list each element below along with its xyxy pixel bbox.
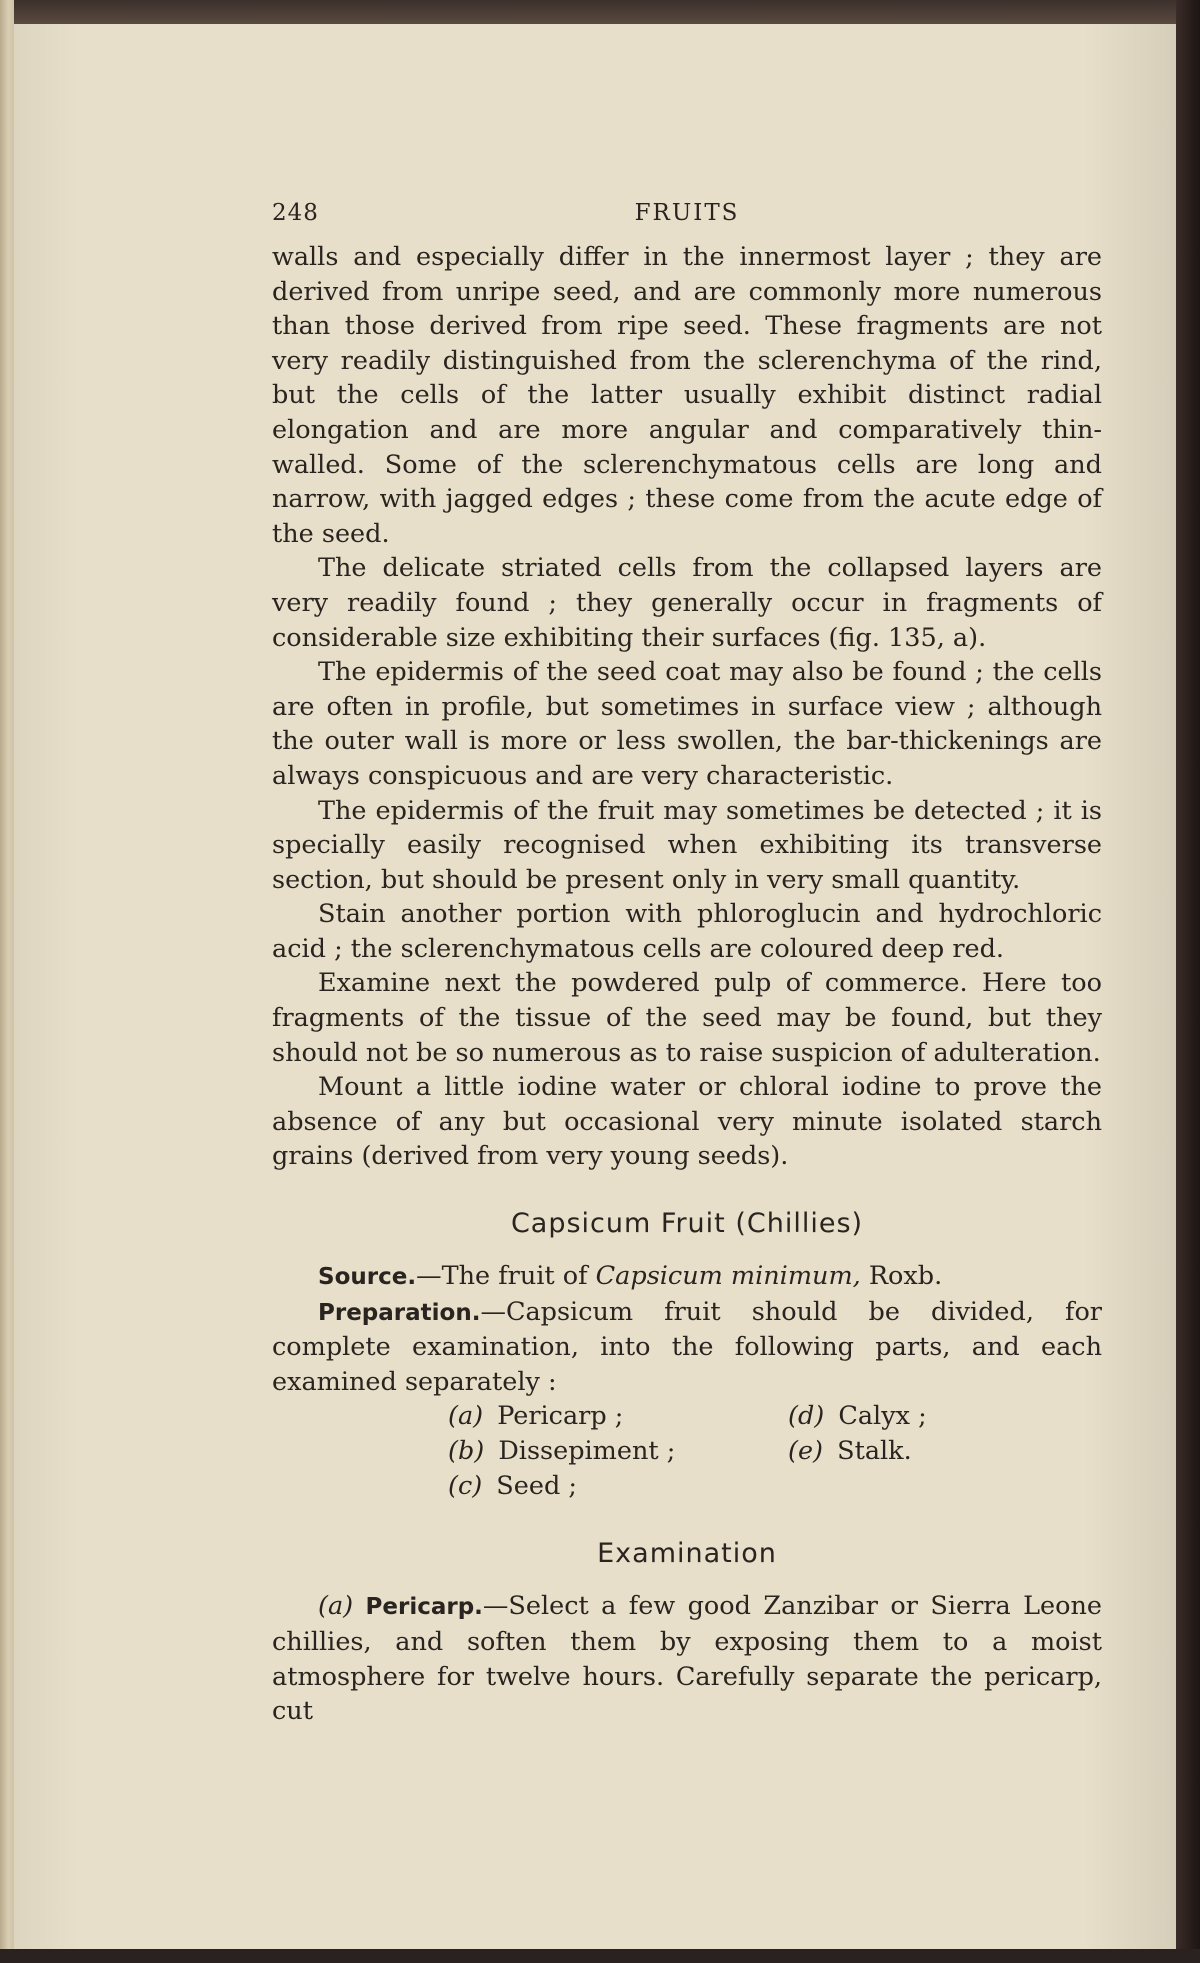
examination-letter: (a) — [318, 1591, 354, 1622]
paragraph: Stain another portion with phloroglucin and hydrochloric acid ; the sclerenchymatous cells are coloured deep red. — [272, 899, 1102, 964]
species-name: Capsicum minimum, — [595, 1261, 861, 1292]
parts-list — [448, 1399, 1102, 1504]
preparation-text: —Capsicum fruit should be divided, for complete examination, into the following parts, and each examined separately : — [272, 1296, 1102, 1397]
page-number: 248 — [272, 200, 319, 226]
paragraph: Examine next the powdered pulp of commerce. Here too fragments of the tissue of the seed may be found, but they should not be so numerous as to raise suspicion of adulteration. — [272, 968, 1102, 1068]
page-header — [272, 200, 1102, 240]
paragraph: Mount a little iodine water or chloral iodine to prove the absence of any but occasional very minute isolated starch grains (derived from very young seeds). — [272, 1072, 1102, 1172]
paragraph: The epidermis of the fruit may sometimes be detected ; it is specially easily recognised when exhibiting its transverse section, but should be present only in very small quantity. — [272, 795, 1102, 895]
preparation-label: Preparation. — [318, 1299, 481, 1326]
list-item: (a) Pericarp ; — [448, 1401, 624, 1432]
list-item: (c) Seed ; — [448, 1471, 577, 1502]
book-top-edge — [0, 0, 1200, 24]
pericarp-label: Pericarp. — [365, 1594, 483, 1621]
page-content — [272, 200, 1102, 1729]
source-label: Source. — [318, 1264, 417, 1291]
book-bottom-edge — [0, 1949, 1200, 1963]
source-text: —The fruit of — [416, 1261, 596, 1292]
list-item: (e) Stalk. — [788, 1436, 912, 1467]
preparation-paragraph — [272, 1295, 1102, 1400]
list-item: (d) Calyx ; — [788, 1401, 927, 1432]
page-gutter — [0, 0, 14, 1963]
source-author: Roxb. — [860, 1261, 943, 1292]
section-title: Capsicum Fruit (Chillies) — [510, 1208, 864, 1240]
source-paragraph — [272, 1259, 1102, 1295]
examination-title: Examination — [597, 1538, 777, 1570]
paragraph: The delicate striated cells from the collapsed layers are very readily found ; they generally occur in fragments of considerable size exhibiting their surfaces (fig. 135, a). — [272, 553, 1102, 653]
book-cover-edge — [1176, 0, 1200, 1963]
paragraph: The epidermis of the seed coat may also be found ; the cells are often in profile, but sometimes in surface view ; although the outer wall is more or less swollen, the bar-thickenings are always conspicuous and are very characteristic. — [272, 657, 1102, 791]
examination-paragraph — [272, 1589, 1102, 1728]
list-item: (b) Dissepiment ; — [448, 1436, 676, 1467]
paragraph: walls and especially differ in the innermost layer ; they are derived from unripe seed, and are commonly more numerous than those derived from ripe seed. These fragments are not very readily distinguished from the sclerenchyma of the rind, but the cells of the latter usually exhibit distinct radial elongation and are more angular and comparatively thin-walled. Some of the sclerenchymatous cells are long and narrow, with jagged edges ; these come from the acute edge of the seed. — [272, 242, 1102, 549]
examination-text: —Select a few good Zanzibar or Sierra Leone chillies, and soften them by exposing them to a moist atmosphere for twelve hours. Carefully separate the pericarp, cut — [272, 1591, 1102, 1727]
running-head: FRUITS — [634, 200, 740, 226]
